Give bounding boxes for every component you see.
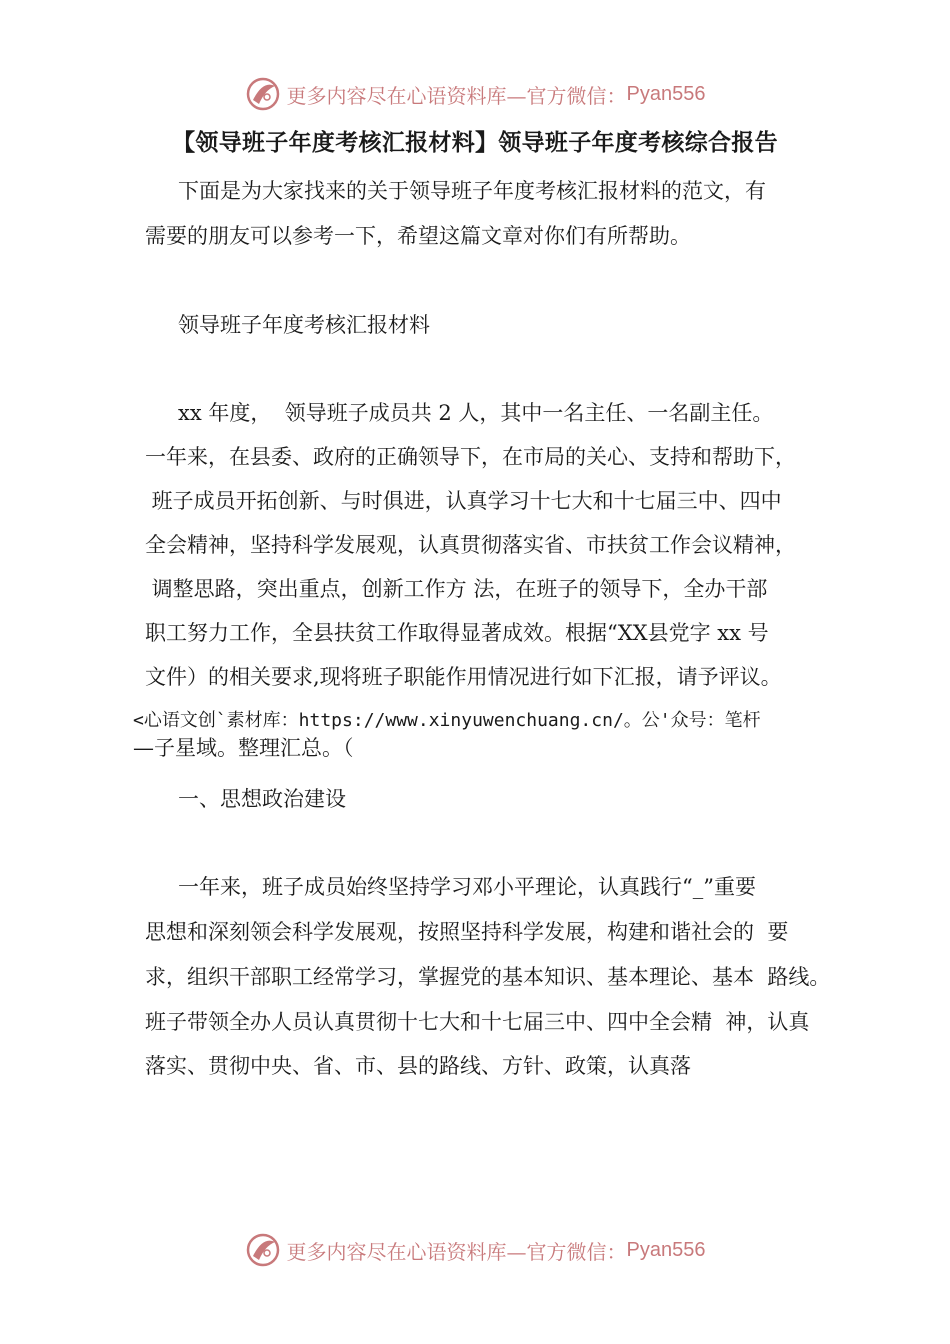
para1-line-4: 全会精神，坚持科学发展观，认真贯彻落实省、市扶贫工作会议精神， <box>145 533 796 557</box>
subtitle: 领导班子年度考核汇报材料 <box>178 313 430 337</box>
banner-text: 更多内容尽在心语资料库—官方微信： <box>286 1239 627 1264</box>
para2-line-3: 求，组织干部职工经常学习，掌握党的基本知识、基本理论、基本 路线。 <box>145 965 831 989</box>
section-heading-1: 一、思想政治建设 <box>178 787 346 811</box>
para1-line-1: xx 年度， 领导班子成员共 2 人，其中一名主任、一名副主任。 <box>178 401 774 425</box>
source-note-line-2: —子星域。整理汇总。（ <box>133 736 354 760</box>
para2-line-1: 一年来，班子成员始终坚持学习邓小平理论，认真践行“_”重要 <box>178 875 756 899</box>
para1-line-7: 文件）的相关要求,现将班子职能作用情况进行如下汇报，请予评议。 <box>145 665 782 689</box>
source-note-line-1: <心语文创`素材库：https://www.xinyuwenchuang.cn/。公'众号：笔杆 <box>133 710 761 731</box>
intro-line-2: 需要的朋友可以参考一下，希望这篇文章对你们有所帮助。 <box>145 224 691 248</box>
brand-logo-icon <box>245 76 281 112</box>
para1-line-6: 职工努力工作，全县扶贫工作取得显著成效。根据“XX县党字 xx 号 <box>145 621 769 645</box>
para1-line-2: 一年来，在县委、政府的正确领导下，在市局的关心、支持和帮助下， <box>145 445 796 469</box>
banner-wechat-handle: Pyan556 <box>626 1238 706 1261</box>
document-title: 【领导班子年度考核汇报材料】领导班子年度考核综合报告 <box>172 129 778 156</box>
para1-line-3: 班子成员开拓创新、与时俱进，认真学习十七大和十七届三中、四中 <box>145 489 782 513</box>
banner-wechat-handle: Pyan556 <box>626 82 706 105</box>
brand-logo-icon <box>245 1232 281 1268</box>
header-banner <box>0 72 950 116</box>
para2-line-2: 思想和深刻领会科学发展观，按照坚持科学发展，构建和谐社会的 要 <box>145 920 789 944</box>
banner-text: 更多内容尽在心语资料库—官方微信： <box>286 83 627 108</box>
para2-line-5: 落实、贯彻中央、省、市、县的路线、方针、政策，认真落 <box>145 1054 691 1078</box>
para2-line-4: 班子带领全办人员认真贯彻十七大和十七届三中、四中全会精 神，认真 <box>145 1010 810 1034</box>
para1-line-5: 调整思路，突出重点，创新工作方 法，在班子的领导下，全办干部 <box>145 577 768 601</box>
intro-line-1: 下面是为大家找来的关于领导班子年度考核汇报材料的范文，有 <box>178 179 766 203</box>
footer-banner <box>0 1228 950 1272</box>
